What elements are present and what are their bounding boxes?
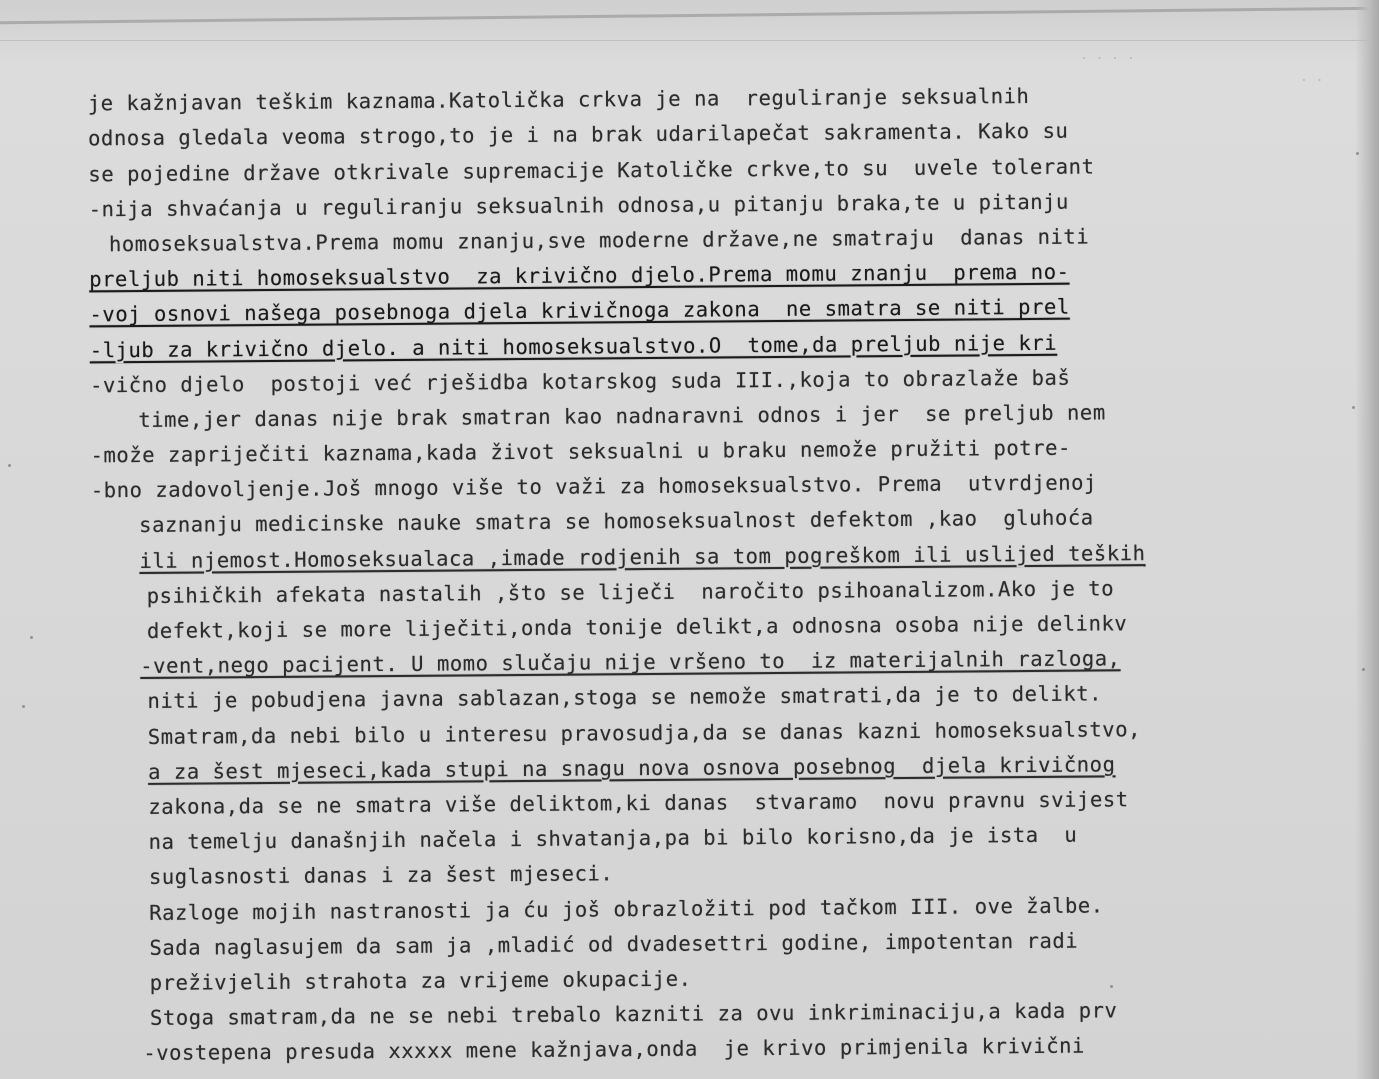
line-text-underlined: -voj osnovi našega posebnoga djela krivičnoga zakona ne smatra se niti prel [89, 295, 1070, 327]
line-text: time,jer danas nije brak smatran kao nadnaravni odnos i jer se preljub nem [138, 400, 1106, 432]
line-text: -nija shvaćanja u reguliranju seksualnih odnosa,u pitanju braka,te u pitanju [88, 189, 1070, 222]
margin-speck [1352, 406, 1355, 409]
line-text-underlined: a za šest mjeseci,kada stupi na snagu nova osnova posebnog djela krivičnog [147, 752, 1116, 784]
margin-speck [30, 636, 33, 639]
margin-speck [1356, 152, 1359, 155]
margin-speck [22, 705, 25, 708]
line-text: saznanju medicinske nauke smatra se homoseksualnost defektom ,kao gluhoća [139, 505, 1094, 538]
line-text-underlined: preljub niti homoseksualstvo za krivično djelo.Prema momu znanju prema no- [89, 259, 1070, 292]
line-text: defekt,koji se more liječiti,onda tonije delikt,a odnosna osoba nije delinkv [146, 611, 1128, 643]
line-text: na temelju današnjih načela i shvatanja,pa bi bilo korisno,da je ista u [148, 822, 1078, 855]
bleed-through-mark: . . . . [1080, 48, 1135, 63]
typewritten-text [10, 41, 1363, 1066]
line-text: homoseksualstva.Prema momu znanju,sve moderne države,ne smatraju danas niti [108, 224, 1090, 257]
line-text: Stoga smatram,da ne se nebi trebalo kazniti za ovu inkriminaciju,a kada prv [149, 998, 1118, 1031]
paper-fold-line [0, 7, 1379, 24]
margin-speck [1362, 668, 1365, 671]
paper-crease [0, 40, 1379, 41]
line-text: Sada naglasujem da sam ja ,mladić od dvadesettri godine, impotentan radi [149, 928, 1079, 960]
margin-speck [1110, 985, 1113, 988]
line-text: -bno zadovoljenje.Još mnogo više to važi za homoseksualstvo. Prema utvrdjenoj [90, 470, 1098, 503]
line-text: preživjelih strahota za vrijeme okupacije. [149, 966, 692, 995]
margin-speck [8, 464, 11, 467]
line-text: niti je pobudjena javna sablazan,stoga se nemože smatrati,da je to delikt. [147, 681, 1103, 714]
line-text: suglasnosti danas i za šest mjeseci. [148, 861, 614, 890]
line-text: zakona,da se ne smatra više deliktom,ki danas stvaramo novu pravnu svijest [148, 787, 1129, 819]
line-text: -vično djelo postoji već rješidba kotarskog suda III.,koja to obrazlaže baš [89, 365, 1071, 398]
line-text: Smatram,da nebi bilo u interesu pravosudja,da se danas kazni homoseksualstvo, [147, 716, 1142, 749]
line-text-underlined: ili njemost.Homoseksualaca ,imade rodjenih sa tom pogreškom ili uslijed teških [139, 540, 1146, 573]
line-text-underlined: -vent,nego pacijent. U momo slučaju nije vršeno to iz materijalnih razloga, [140, 646, 1121, 679]
line-text-underlined: -ljub za krivično djelo. a niti homoseksualstvo.O tome,da preljub nije kri [89, 330, 1058, 362]
line-text: se pojedine države otkrivale supremacije Katoličke crkve,to su uvele tolerant [88, 154, 1095, 186]
line-text: -vostepena presuda xxxxx mene kažnjava,onda je krivo primjenila krivični [143, 1033, 1085, 1066]
line-text: je kažnjavan teškim kaznama.Katolička crkva je na reguliranje seksualnih [87, 84, 1030, 116]
line-text: odnosa gledala veoma strogo,to je i na brak udarilapečat sakramenta. Kako su [87, 119, 1069, 151]
line-text: Razloge mojih nastranosti ja ću još obrazložiti pod tačkom III. ove žalbe. [149, 892, 1104, 925]
line-text: -može zapriječiti kaznama,kada život seksualni u braku nemože pružiti potre- [90, 435, 1071, 468]
line-text: psihičkih afekata nastalih ,što se liječi naročito psihoanalizom.Ako je to [146, 576, 1115, 608]
bleed-through-mark: . . [1300, 70, 1324, 85]
